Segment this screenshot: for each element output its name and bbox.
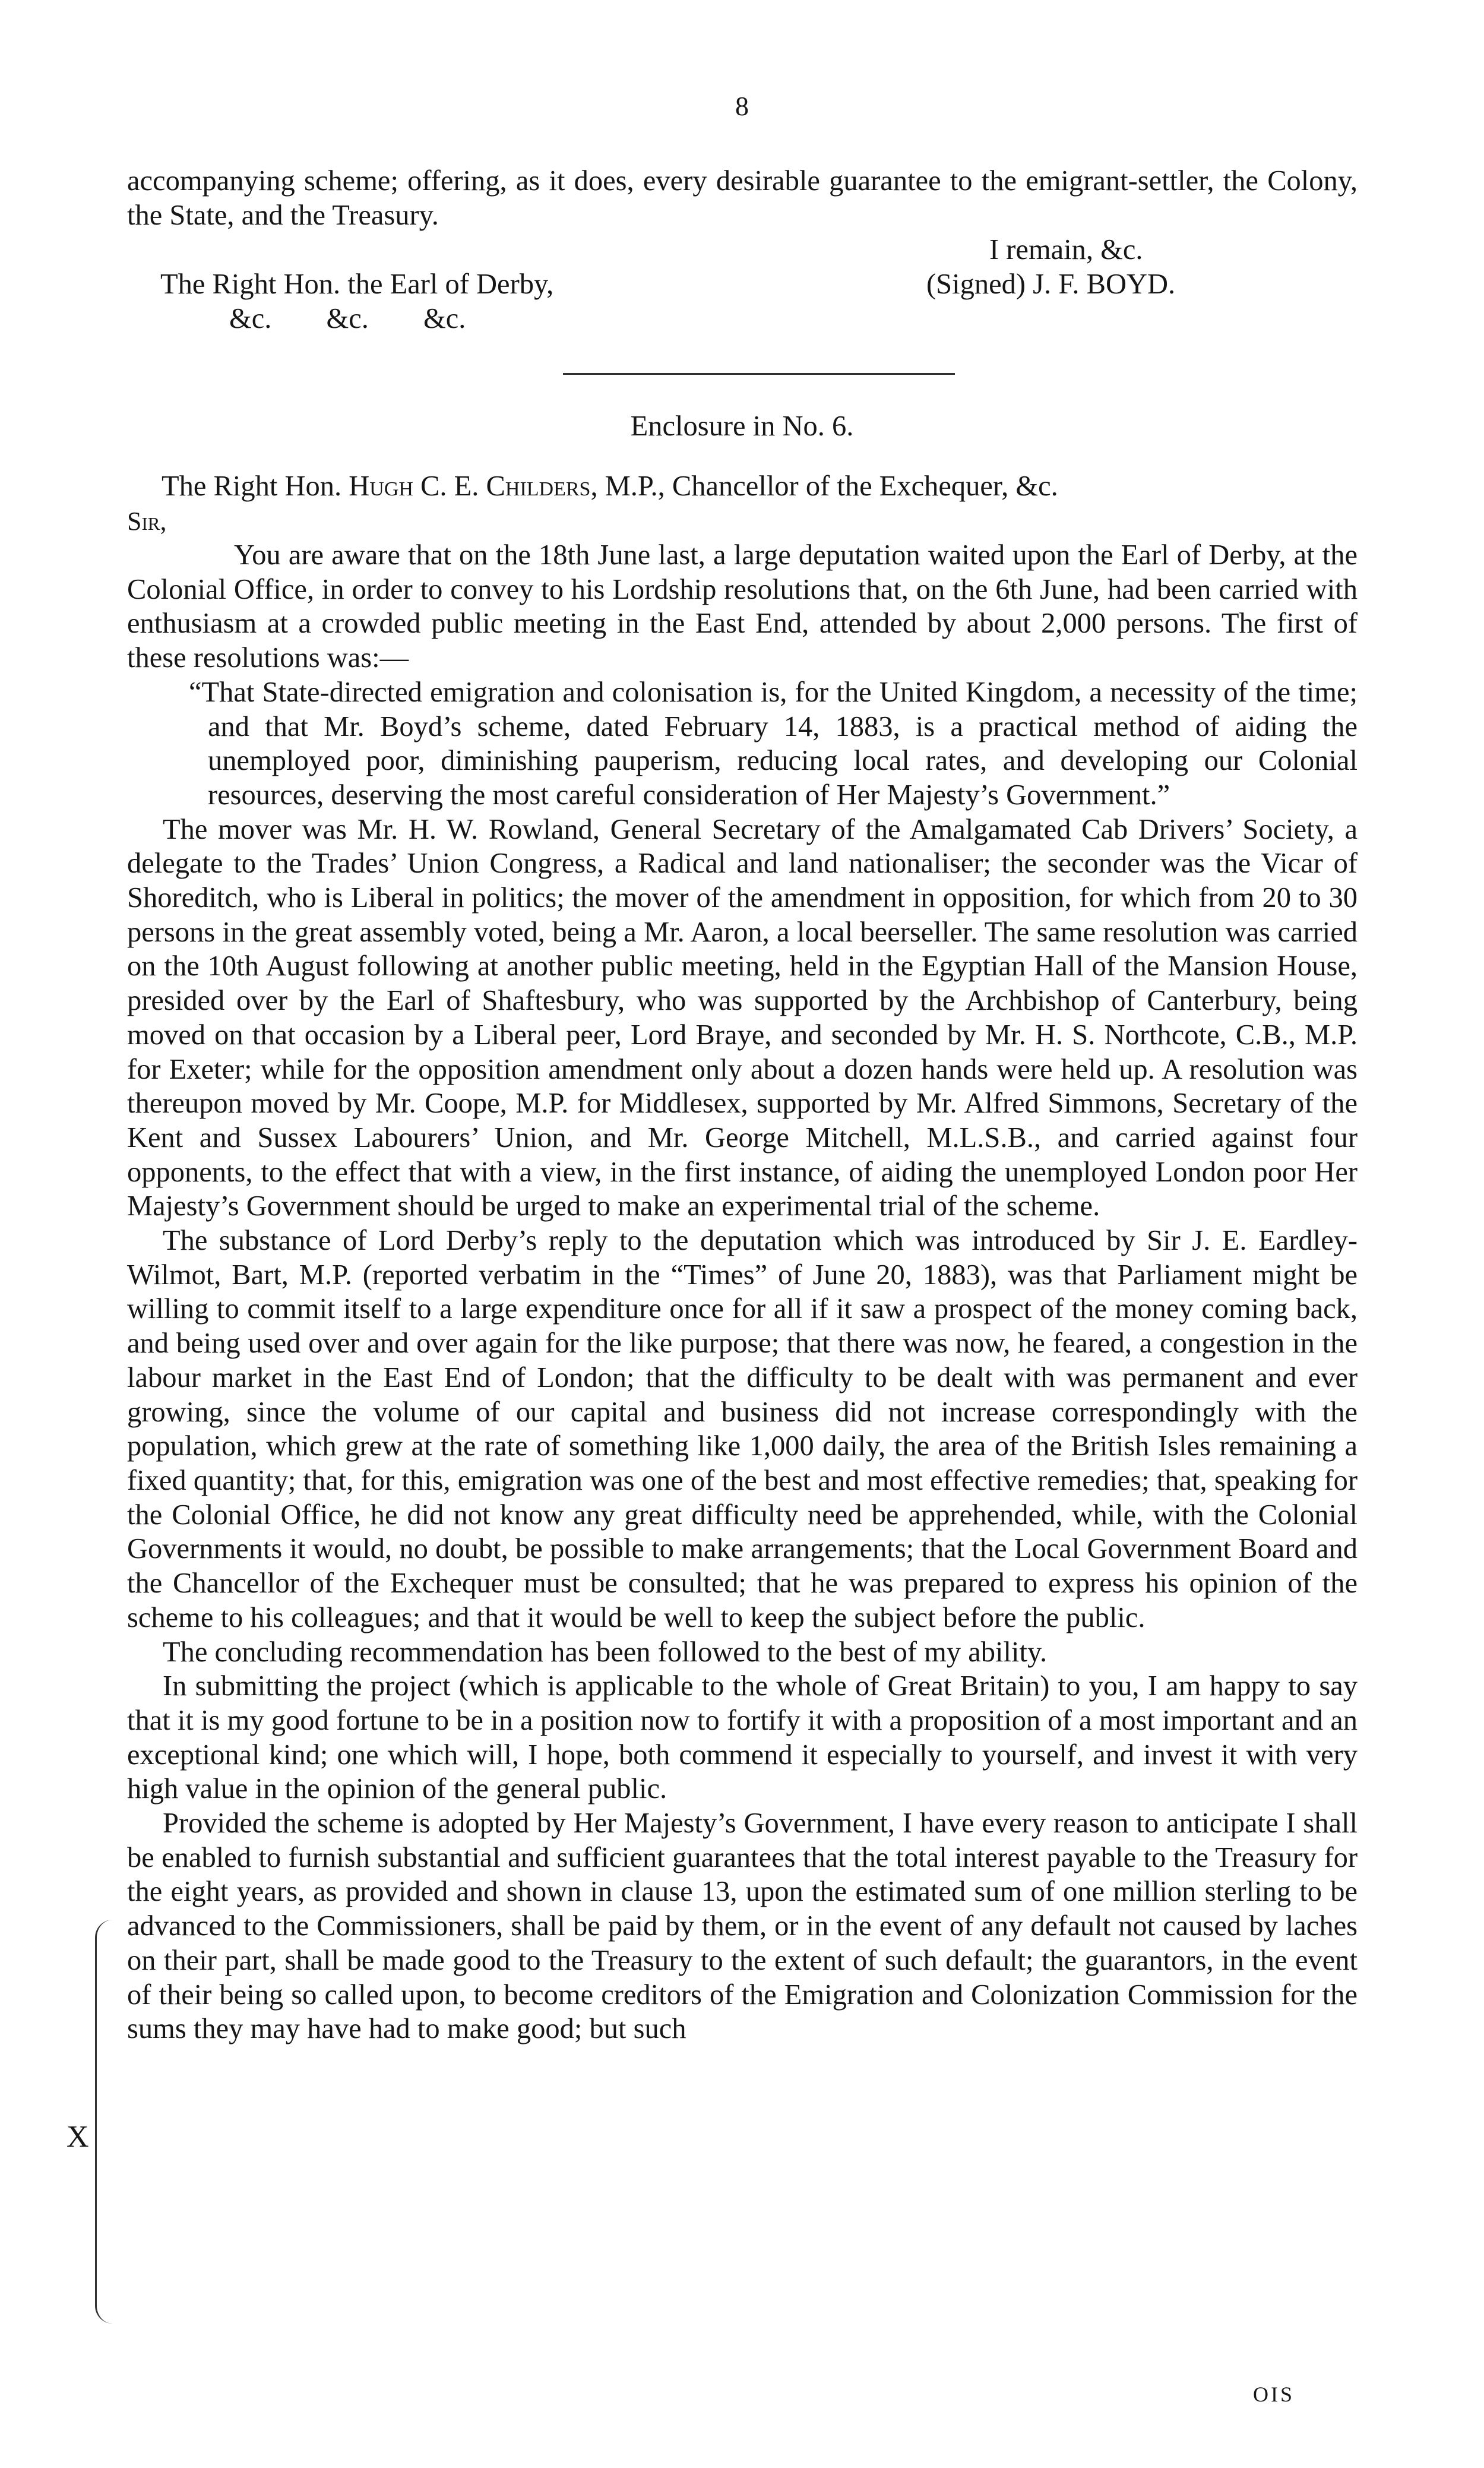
body-paragraph: The mover was Mr. H. W. Rowland, General Secretary of the Amalgamated Cab Drivers’ Society, a delegate to the Trades’ Union Congress, a Radical and land nationaliser; the seconder was the Vicar of Shoreditch, who is Liberal in politics; the mover of the amendment in opposition, for which from 20 to 30 persons in the great assembly voted, being a Mr. Aaron, a local beerseller. The same resolution was carried on the 10th August following at another public meeting, held in the Egyptian Hall of the Mansion House, presided over by the Earl of Shaftesbury, who was supported by the Archbishop of Canterbury, being moved on that occasion by a Liberal peer, Lord Braye, and seconded by Mr. H. S. Northcote, C.B., M.P. for Exeter; while for the opposition amendment only about a dozen hands were held up. A resolution was thereupon moved by Mr. Coope, M.P. for Middlesex, supported by Mr. Alfred Simmons, Secretary of the Kent and Sussex Labourers’ Union, and Mr. George Mitchell, M.L.S.B., and carried against four opponents, to the effect that with a view, in the first instance, of aiding the unemployed London poor Her Majesty’s Government should be urged to make an experimental trial of the scheme. bbox=[127, 813, 1358, 1222]
enclosure-addressee bbox=[162, 469, 1358, 504]
body-paragraph: The concluding recommendation has been followed to the best of my ability. bbox=[163, 1636, 1048, 1668]
margin-bracket bbox=[95, 1920, 115, 2324]
page-number: 8 bbox=[735, 91, 749, 121]
salutation: Sir, bbox=[127, 507, 167, 536]
addressee-name: Hugh C. E. Childers bbox=[349, 470, 591, 502]
signature: (Signed) J. F. BOYD. bbox=[926, 268, 1176, 300]
body-paragraph: Provided the scheme is adopted by Her Majesty’s Government, I have every reason to anticipate I shall be enabled to furnish substantial and sufficient guarantees that the total interest payable to the Treasury for the eight years, as provided and shown in clause 13, upon the estimated sum of one million sterling to be advanced to the Commissioners, shall be paid by them, or in the event of any default not caused by laches on their part, shall be made good to the Treasury to the extent of such default; the guarantors, in the event of their being so called upon, to become creditors of the Emigration and Colonization Commission for the sums they may have had to make good; but such bbox=[127, 1807, 1358, 2045]
body-paragraph: In submitting the project (which is applicable to the whole of Great Britain) to you, I am happy to say that it is my good fortune to be in a position now to fortify it with a proposition of a most important and an exceptional kind; one which will, I hope, both commend it especially to yourself, and invest it with very high value in the opinion of the general public. bbox=[127, 1670, 1358, 1805]
intro-paragraph bbox=[127, 164, 1358, 232]
addressee-suffix: , M.P., Chancellor of the Exchequer, &c. bbox=[590, 470, 1058, 502]
letter-body bbox=[127, 538, 1358, 2046]
addressee-prefix: The Right Hon. bbox=[162, 470, 349, 502]
body-paragraph: The substance of Lord Derby’s reply to the deputation which was introduced by Sir J. E. Eardley-Wilmot, Bart, M.P. (reported verbatim in the “Times” of June 20, 1883), was that Parliament might be willing to commit itself to a large expenditure once for all if it saw a prospect of the money coming back, and being used over and over again for the like purpose; that there was now, he feared, a congestion in the labour market in the East End of London; that the difficulty to be dealt with was permanent and ever growing, since the volume of our capital and business did not increase correspondingly with the population, which grew at the rate of something like 1,000 daily, the area of the British Isles remaining a fixed quantity; that, for this, emigration was one of the best and most effective remedies; that, speaking for the Colonial Office, he did not know any great difficulty need be apprehended, while, with the Colonial Governments it would, no doubt, be possible to make arrangements; that the Local Government Board and the Chancellor of the Exchequer must be consulted; that he was prepared to express his opinion of the scheme to his colleagues; and that it would be well to keep the subject before the public. bbox=[127, 1225, 1358, 1633]
body-paragraph: You are aware that on the 18th June last, a large deputation waited upon the Earl of Derby, at the Colonial Office, in order to convey to his Lordship resolutions that, on the 6th June, had been carried with enthusiasm at a crowded public meeting in the East End, attended by about 2,000 persons. The first of these resolutions was:— bbox=[127, 539, 1358, 674]
quoted-resolution: “That State-directed emigration and colonisation is, for the United Kingdom, a necessity of the time; and that Mr. Boyd’s scheme, dated February 14, 1883, is a practical method of aiding the unemployed poor, diminishing pauperism, reducing local rates, and developing our Colonial resources, deserving the most careful consideration of Her Majesty’s Government.” bbox=[189, 676, 1358, 811]
catchword: OIS bbox=[1253, 2382, 1295, 2406]
section-divider bbox=[563, 373, 955, 375]
margin-x-mark: X bbox=[67, 2120, 89, 2154]
enclosure-heading: Enclosure in No. 6. bbox=[630, 410, 854, 442]
intro-text: accompanying scheme; offering, as it does, every desirable guarantee to the emigrant-settler, the Colony, the State, and the Treasury. bbox=[127, 165, 1358, 231]
letter-addressee-etc: &c. &c. &c. bbox=[229, 303, 466, 334]
closing-phrase: I remain, &c. bbox=[989, 234, 1143, 266]
letter-addressee: The Right Hon. the Earl of Derby, bbox=[160, 268, 554, 300]
